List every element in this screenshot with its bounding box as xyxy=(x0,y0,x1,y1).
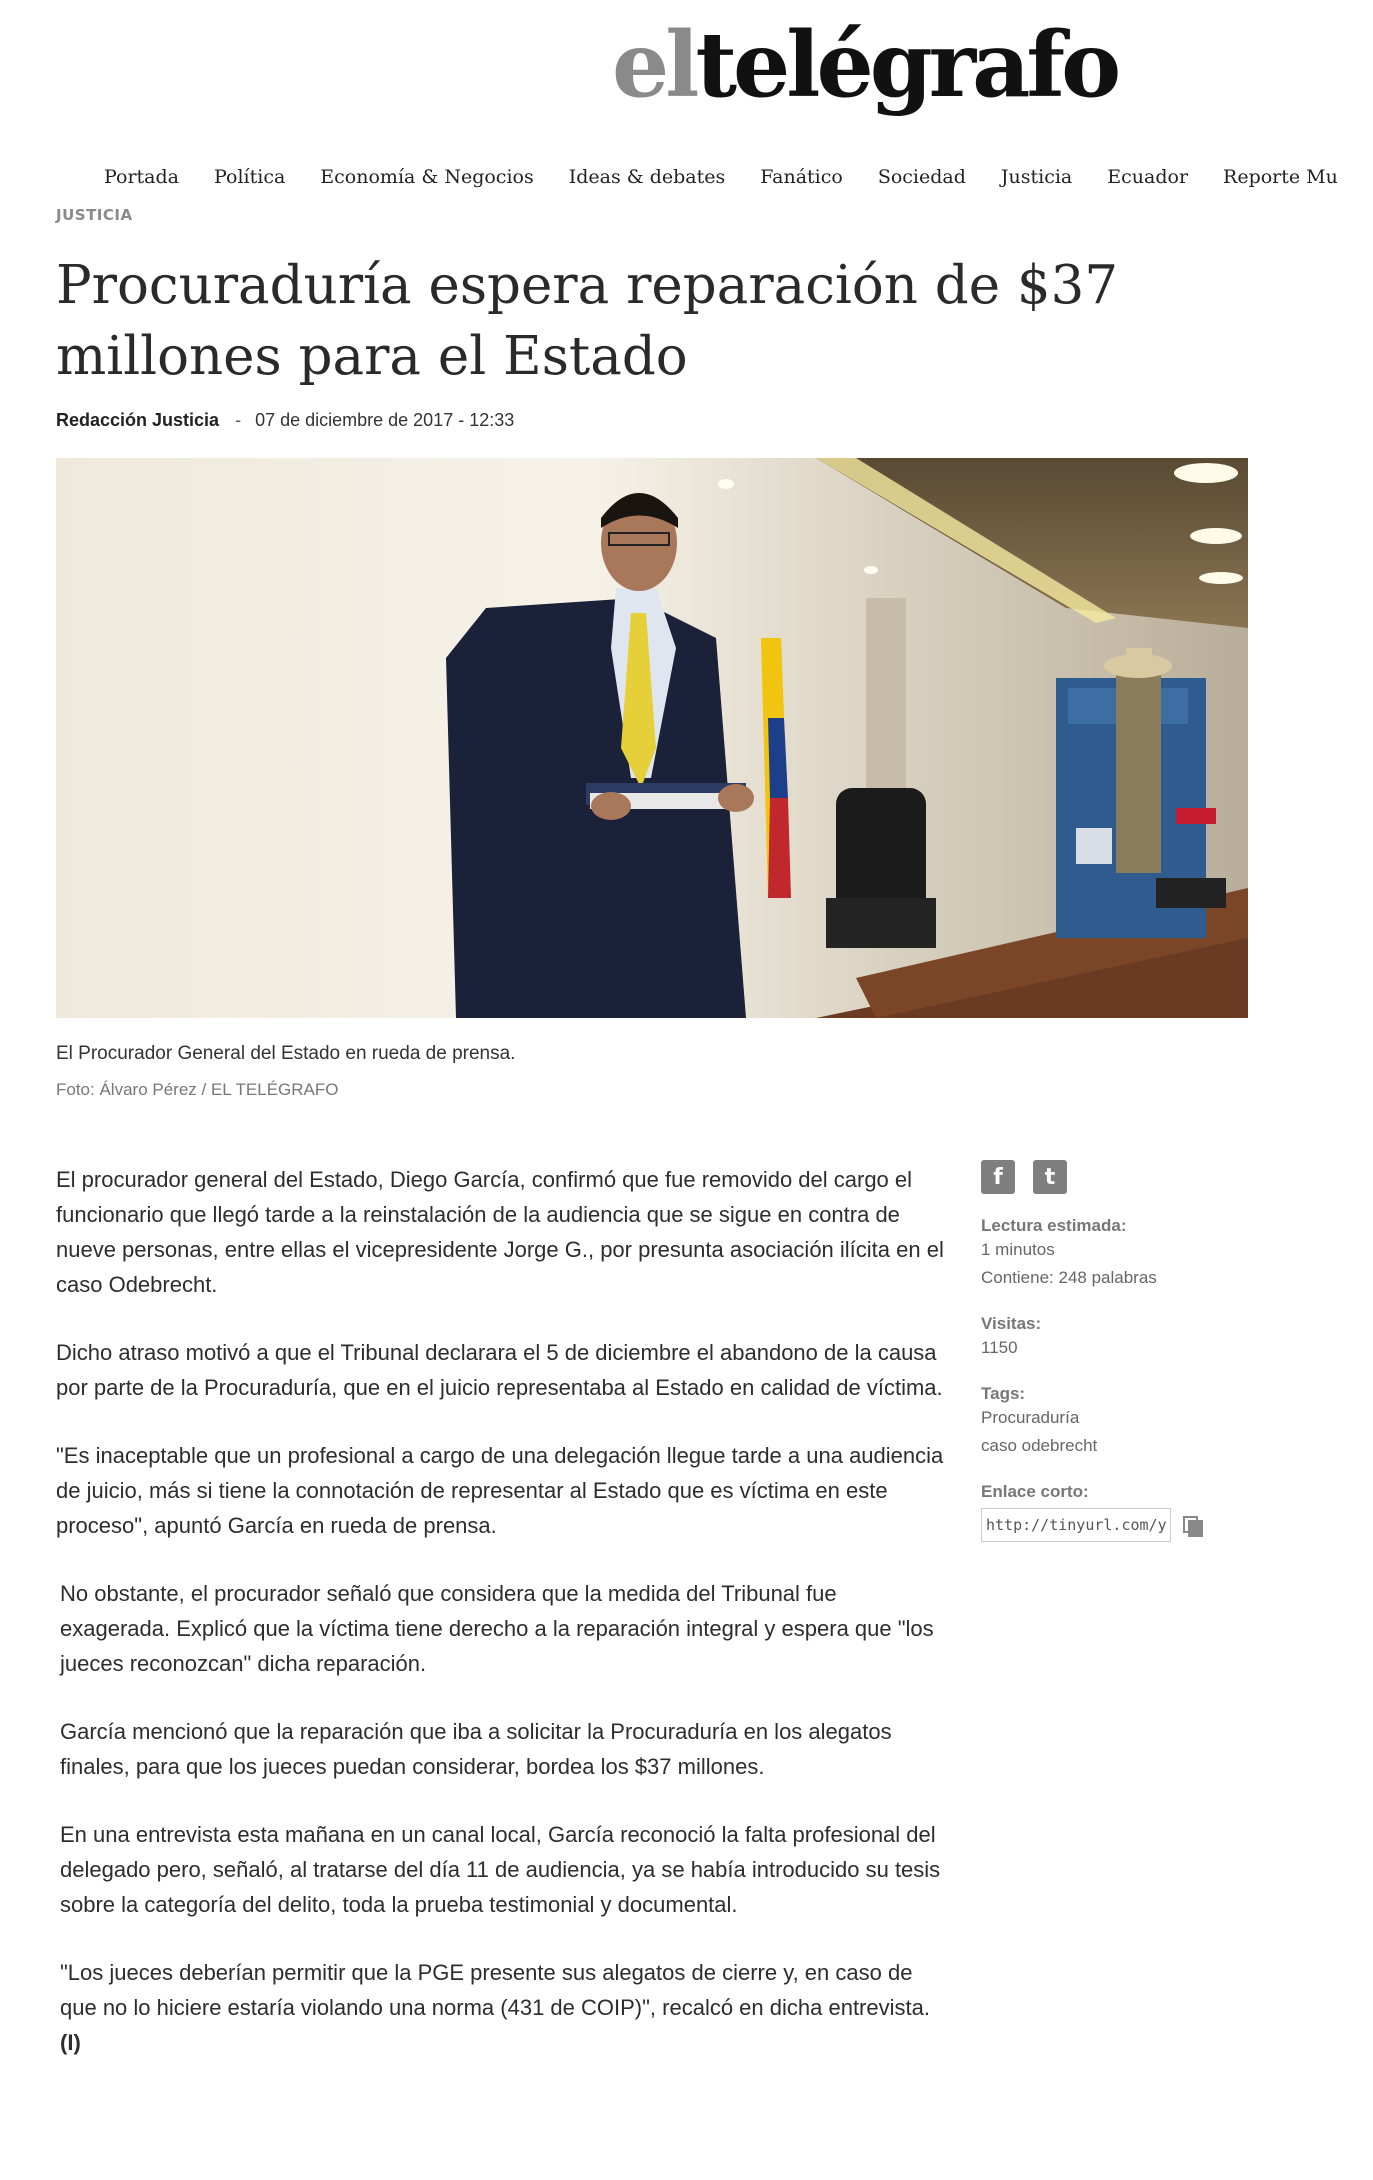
article-end-mark: (I) xyxy=(60,2030,81,2055)
nav-item-reporte[interactable]: Reporte Mu xyxy=(1223,166,1338,188)
twitter-icon[interactable]: t xyxy=(1033,1160,1067,1194)
article-paragraph: García mencionó que la reparación que iba a solicitar la Procuraduría en los alegatos finales, para que los jueces puedan considerar, bordea los $37 millones. xyxy=(60,1719,892,1779)
nav-item-fanatico[interactable]: Fanático xyxy=(760,166,843,188)
article-paragraph-text: "Los jueces deberían permitir que la PGE presente sus alegatos de cierre y, en caso de que no lo hiciere estaría violando una norma (431 de COIP)", recalcó en dicha entrevista. xyxy=(60,1960,930,2020)
author-name[interactable]: Redacción Justicia xyxy=(56,410,220,430)
short-link-input[interactable] xyxy=(981,1508,1171,1542)
visits-label: Visitas: xyxy=(981,1314,1042,1333)
photo-illustration xyxy=(56,458,1248,1018)
reading-time-value: 1 minutos xyxy=(981,1240,1055,1259)
nav-item-portada[interactable]: Portada xyxy=(104,166,179,188)
article-paragraph-last xyxy=(56,1955,946,2060)
nav-item-ecuador[interactable]: Ecuador xyxy=(1107,166,1189,188)
article-paragraph: Dicho atraso motivó a que el Tribunal declarara el 5 de diciembre el abandono de la causa por parte de la Procuraduría, que en el juicio representaba al Estado en calidad de víctima. xyxy=(56,1340,943,1400)
tag-link-caso-odebrecht[interactable]: caso odebrecht xyxy=(981,1436,1098,1455)
article-paragraph: "Es inaceptable que un profesional a cargo de una delegación llegue tarde a una audiencia de juicio, más si tiene la connotación de representar al Estado que es víctima en este proceso", apuntó García en rueda de prensa. xyxy=(56,1443,944,1538)
visits-count: 1150 xyxy=(981,1338,1018,1357)
site-logo[interactable] xyxy=(612,12,1118,118)
article-paragraph: El procurador general del Estado, Diego García, confirmó que fue removido del cargo el funcionario que llegó tarde a la reinstalación de la audiencia que se sigue en contra de nueve personas, entre ellas el vicepresidente Jorge G., por presunta asociación ilícita en el caso Odebrecht. xyxy=(56,1167,944,1297)
short-link-label: Enlace corto: xyxy=(981,1482,1089,1501)
section-label[interactable]: JUSTICIA xyxy=(56,206,133,224)
nav-item-justicia[interactable]: Justicia xyxy=(1000,166,1073,188)
share-buttons xyxy=(981,1160,1241,1194)
tags-label: Tags: xyxy=(981,1384,1026,1403)
nav-item-sociedad[interactable]: Sociedad xyxy=(877,166,966,188)
short-link-row xyxy=(981,1508,1241,1542)
logo-part-el: el xyxy=(612,12,696,118)
word-count: Contiene: 248 palabras xyxy=(981,1268,1157,1287)
nav-item-economia[interactable]: Economía & Negocios xyxy=(320,166,534,188)
publish-date: 07 de diciembre de 2017 - 12:33 xyxy=(255,410,515,430)
facebook-icon[interactable]: f xyxy=(981,1160,1015,1194)
logo-part-telegrafo: telégrafo xyxy=(695,12,1118,118)
nav-item-politica[interactable]: Política xyxy=(214,166,286,188)
tag-link-procuraduria[interactable]: Procuraduría xyxy=(981,1408,1080,1427)
article-title: Procuraduría espera reparación de $37 millones para el Estado xyxy=(56,255,1119,387)
article-photo xyxy=(56,458,1248,1018)
main-nav xyxy=(104,166,1373,188)
byline-separator: - xyxy=(235,410,242,430)
nav-item-ideas[interactable]: Ideas & debates xyxy=(568,166,726,188)
photo-caption: El Procurador General del Estado en rueda de prensa. xyxy=(56,1043,516,1064)
reading-time-label: Lectura estimada: xyxy=(981,1216,1127,1235)
article-body xyxy=(56,1162,946,2093)
article-sidebar xyxy=(981,1160,1241,1542)
copy-icon[interactable] xyxy=(1183,1516,1201,1534)
article-paragraph: No obstante, el procurador señaló que considera que la medida del Tribunal fue exagerada. Explicó que la víctima tiene derecho a la reparación integral y espera que "los jueces reconozcan" dicha reparación. xyxy=(60,1581,934,1676)
photo-credit: Foto: Álvaro Pérez / EL TELÉGRAFO xyxy=(56,1080,339,1099)
article-paragraph: En una entrevista esta mañana en un canal local, García reconoció la falta profesional del delegado pero, señaló, al tratarse del día 11 de audiencia, ya se había introducido su tesis sobre la categoría del delito, toda la prueba testimonial y documental. xyxy=(60,1822,941,1917)
byline xyxy=(56,410,514,431)
